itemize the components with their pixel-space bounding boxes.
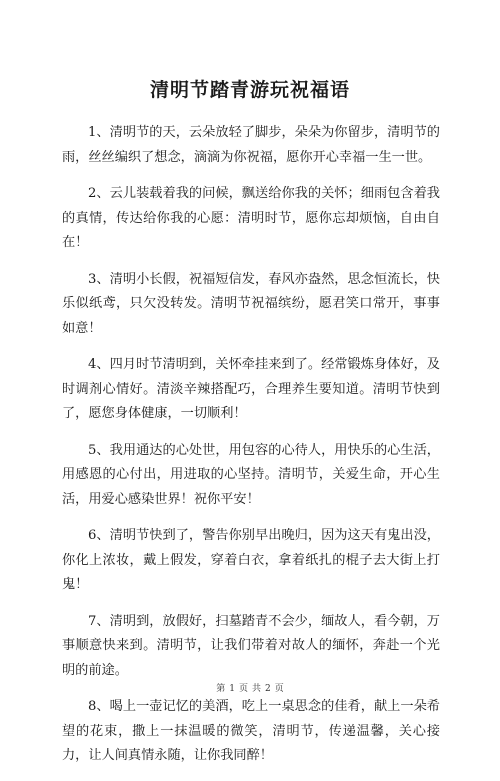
paragraph-3: 3、清明小长假，祝福短信发，春风亦盎然，思念恒流长，快乐似纸鸢，只欠没转发。清明节祝福缤纷，愿君笑口常开，事事如意！ (62, 271, 440, 336)
document-body (62, 121, 440, 781)
paragraph-4: 4、四月时节清明到，关怀牵挂来到了。经常锻炼身体好，及时调剂心情好。清淡辛辣搭配巧，合理养生要知道。清明节快到了，愿您身体健康，一切顺利！ (62, 357, 440, 421)
footer-current-page: 1 (229, 684, 235, 694)
footer-label-di: 第 (216, 684, 226, 694)
document-title: 清明节踏青游玩祝福语 (149, 79, 350, 101)
paragraph-7: 7、清明到，放假好，扫墓踏青不会少，缅故人，看今朝，万事顺意快来到。清明节，让我们带着对故人的缅怀，奔赴一个光明的前途。 (62, 613, 440, 678)
footer-label-ye-2: 页 (274, 684, 284, 694)
footer-total-pages: 2 (265, 684, 271, 694)
paragraph-5: 5、我用通达的心处世，用包容的心待人，用快乐的心生活，用感恩的心付出，用进取的心坚持。清明节，关爱生命，开心生活，用爱心感染世界！祝你平安！ (62, 442, 440, 507)
paragraph-8: 8、喝上一壶记忆的美酒，吃上一桌思念的佳肴，献上一朵希望的花束，撒上一抹温暖的微笑，清明节，传递温馨，关心接力，让人间真情永随，让你我同醉！ (62, 699, 440, 763)
paragraph-6: 6、清明节快到了，警告你别早出晚归，因为这天有鬼出没，你化上浓妆，戴上假发，穿着白衣，拿着纸扎的棍子去大街上打鬼！ (62, 528, 440, 592)
paragraph-1: 1、清明节的天，云朵放轻了脚步，朵朵为你留步，清明节的雨，丝丝编织了想念，滴滴为你祝福，愿你开心幸福一生一世。 (62, 125, 440, 165)
footer-label-gong: 共 (252, 684, 262, 694)
footer-label-ye: 页 (238, 684, 248, 694)
paragraph-2: 2、云儿装载着我的问候，飘送给你我的关怀；细雨包含着我的真情，传达给你我的心愿：清明时节，愿你忘却烦恼，自由自在！ (62, 186, 440, 250)
page-footer (0, 683, 500, 695)
